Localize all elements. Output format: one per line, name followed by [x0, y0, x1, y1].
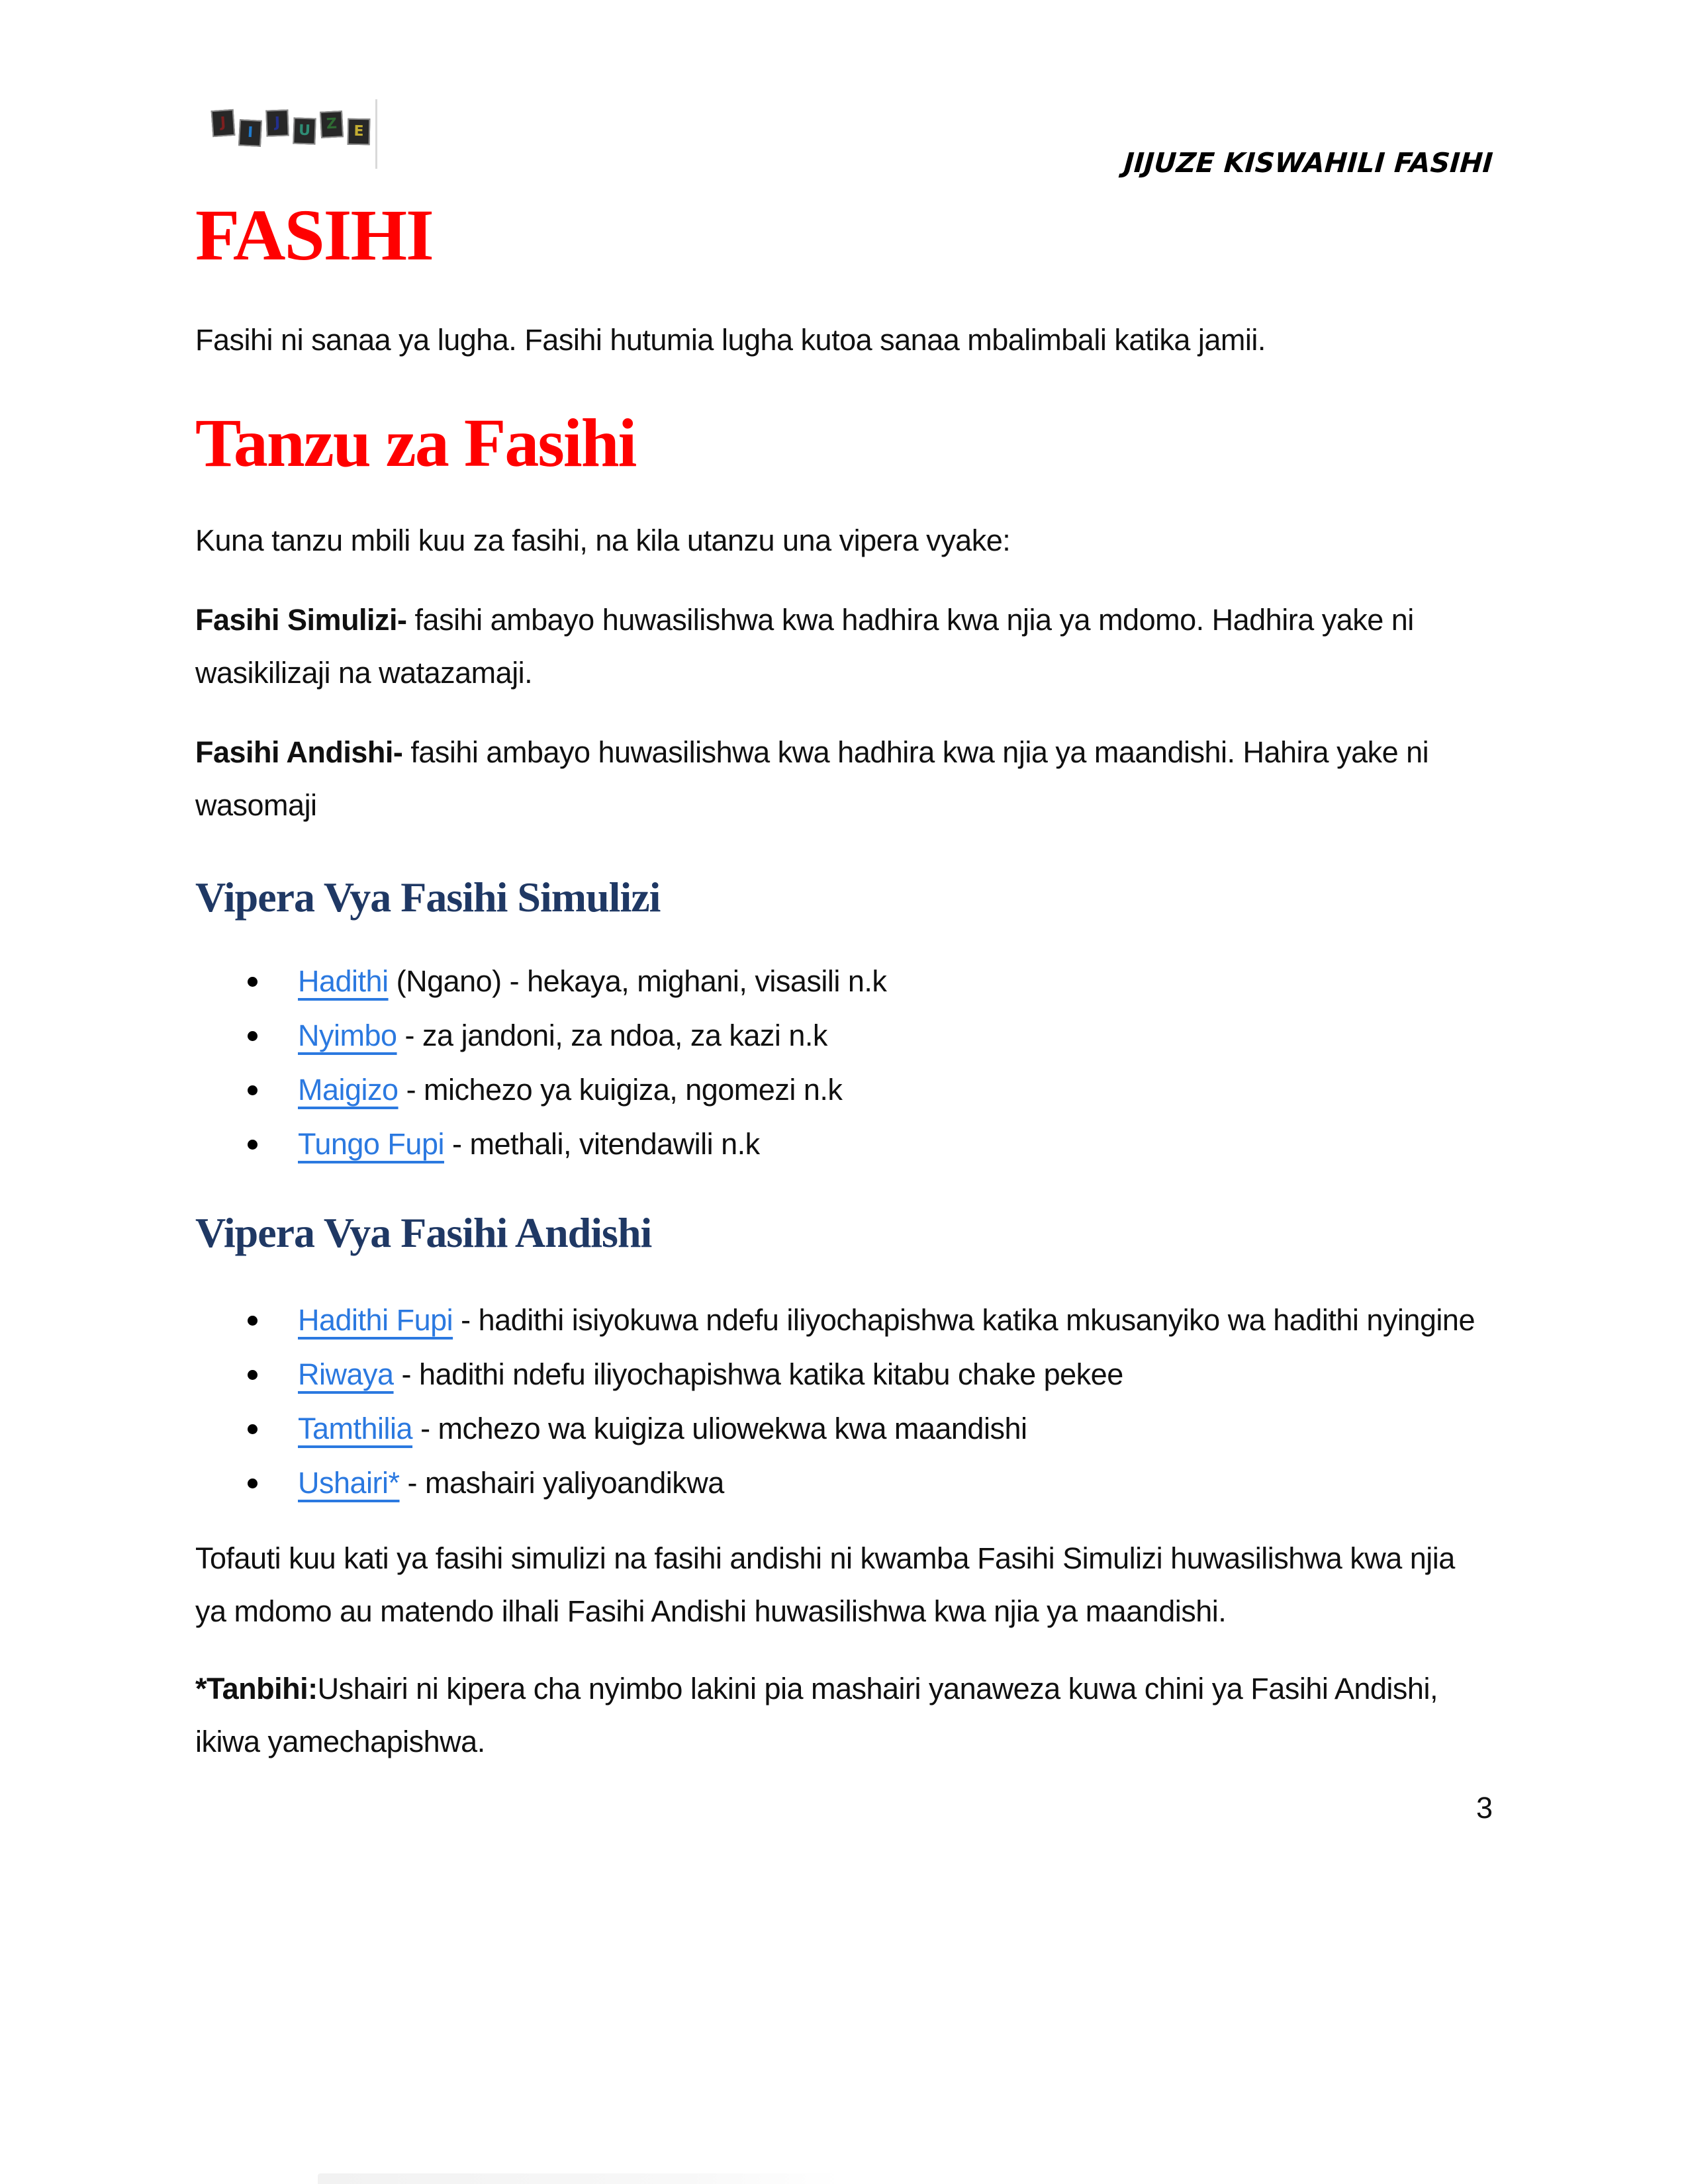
link-nyimbo[interactable]: Nyimbo [298, 1019, 397, 1053]
fasihi-andishi-definition-text: fasihi ambayo huwasilishwa kwa hadhira kwa njia ya maandishi. Hahira yake ni wasomaji [195, 735, 1429, 823]
page-number: 3 [1476, 1791, 1493, 1825]
link-tungo-fupi[interactable]: Tungo Fupi [298, 1127, 444, 1161]
intro-paragraph: Fasihi ni sanaa ya lugha. Fasihi hutumia lugha kutoa sanaa mbalimbali katika jamii. [195, 323, 1266, 357]
list-item [298, 1009, 1493, 1062]
list-item [298, 955, 1493, 1008]
fasihi-andishi-definition [195, 726, 1493, 832]
section-heading-tanzu: Tanzu za Fasihi [195, 405, 636, 481]
logo-letter-tile-icon: E [348, 118, 371, 146]
list-item [298, 1294, 1493, 1347]
list-item [298, 1118, 1493, 1171]
fasihi-simulizi-definition [195, 594, 1493, 700]
list-item-text: - hadithi isiyokuwa ndefu iliyochapishwa katika mkusanyiko wa hadithi nyingine [453, 1303, 1475, 1338]
tanbihi-term: *Tanbihi: [195, 1672, 318, 1706]
logo-letter-tile-icon: U [293, 117, 316, 144]
list-item-text: - za jandoni, za ndoa, za kazi n.k [397, 1019, 827, 1053]
vipera-simulizi-list [195, 955, 1493, 1171]
list-item [298, 1348, 1493, 1401]
list-item-text: (Ngano) - hekaya, mighani, visasili n.k [388, 964, 887, 999]
brand-header: JIJUZE KISWAHILI FASIHI [1123, 147, 1494, 179]
list-item [298, 1064, 1493, 1116]
document-content [0, 195, 1688, 1828]
link-hadithi-fupi[interactable]: Hadithi Fupi [298, 1303, 453, 1338]
subheading-vipera-andishi: Vipera Vya Fasihi Andishi [195, 1209, 652, 1257]
tanbihi-text: Ushairi ni kipera cha nyimbo lakini pia mashairi yanaweza kuwa chini ya Fasihi Andishi, ikiwa yamechapishwa. [195, 1672, 1438, 1759]
tanbihi-paragraph [195, 1662, 1493, 1768]
page-title: FASIHI [195, 195, 433, 275]
fasihi-andishi-term: Fasihi Andishi- [195, 735, 403, 770]
link-riwaya[interactable]: Riwaya [298, 1357, 394, 1392]
list-item [298, 1457, 1493, 1510]
subheading-vipera-simulizi: Vipera Vya Fasihi Simulizi [195, 874, 661, 921]
link-maigizo[interactable]: Maigizo [298, 1073, 399, 1107]
tofauti-paragraph: Tofauti kuu kati ya fasihi simulizi na fasihi andishi ni kwamba Fasihi Simulizi huwasilishwa kwa njia ya mdomo au matendo ilhali Fasihi Andishi huwasilishwa kwa njia ya maandishi. [195, 1541, 1455, 1629]
list-item-text: - mchezo wa kuigiza uliowekwa kwa maandishi [412, 1412, 1027, 1446]
jijuze-logo [212, 110, 370, 142]
list-item-text: - hadithi ndefu iliyochapishwa katika kitabu chake pekee [393, 1357, 1123, 1392]
vipera-andishi-list [195, 1294, 1493, 1510]
logo-letter-tile-icon: I [238, 119, 262, 147]
logo-letter-tile-icon: J [211, 109, 236, 137]
scan-smudge [318, 2173, 841, 2184]
list-item [298, 1402, 1493, 1455]
fasihi-simulizi-term: Fasihi Simulizi- [195, 603, 407, 637]
list-item-text: - mashairi yaliyoandikwa [399, 1466, 724, 1500]
list-item-text: - methali, vitendawili n.k [444, 1127, 760, 1161]
link-ushairi[interactable]: Ushairi* [298, 1466, 400, 1500]
logo-letter-tile-icon: Z [320, 111, 344, 138]
logo-divider-line [375, 99, 377, 169]
list-item-text: - michezo ya kuigiza, ngomezi n.k [398, 1073, 843, 1107]
link-hadithi[interactable]: Hadithi [298, 964, 389, 999]
tanzu-lede-paragraph: Kuna tanzu mbili kuu za fasihi, na kila utanzu una vipera vyake: [195, 523, 1011, 558]
logo-letter-tile-icon: J [265, 109, 289, 136]
link-tamthilia[interactable]: Tamthilia [298, 1412, 413, 1446]
fasihi-simulizi-definition-text: fasihi ambayo huwasilishwa kwa hadhira kwa njia ya mdomo. Hadhira yake ni wasikilizaji na watazamaji. [195, 603, 1414, 690]
